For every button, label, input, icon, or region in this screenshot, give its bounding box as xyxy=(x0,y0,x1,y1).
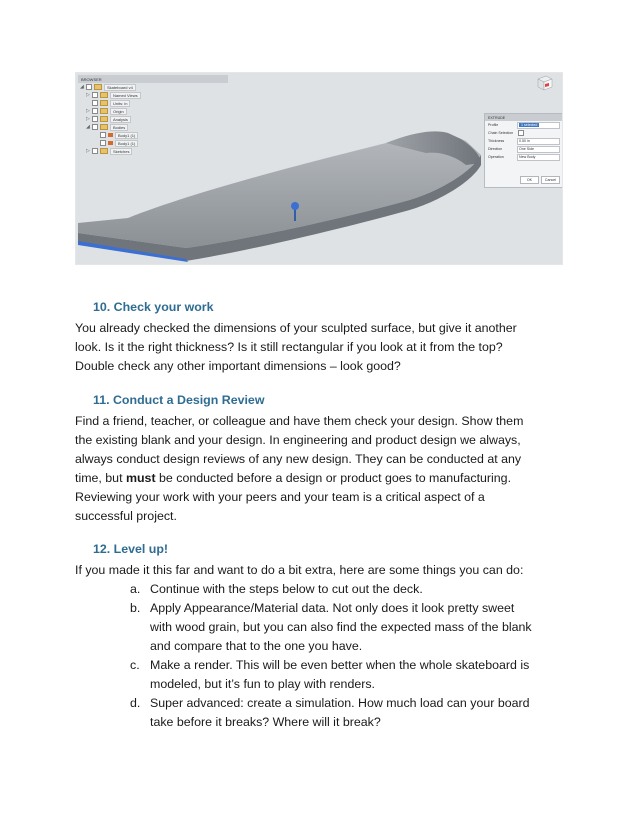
list-item-line: and compare that to the one you have. xyxy=(150,639,363,653)
field-label: Chain Selection xyxy=(488,131,514,135)
paragraph-line: always conduct design reviews of any new design. They can be conducted at any xyxy=(75,452,522,466)
field-value: One Side xyxy=(519,147,534,151)
operation-select[interactable] xyxy=(517,154,560,161)
list-item-line: Continue with the steps below to cut out the deck. xyxy=(150,582,423,596)
paragraph-line: Double check any other important dimensions – look good? xyxy=(75,359,401,373)
paragraph-line: Reviewing your work with your peers and your team is a critical aspect of a xyxy=(75,490,485,504)
extrude-dialog xyxy=(484,113,563,188)
profile-field[interactable] xyxy=(517,122,560,129)
list-item-line: Apply Appearance/Material data. Not only does it look pretty sweet xyxy=(150,601,515,615)
browser-item[interactable]: Analysis xyxy=(110,116,131,123)
field-value: 1 selected xyxy=(521,123,538,127)
browser-item[interactable]: Origin xyxy=(110,108,127,115)
heading-check-your-work: 10. Check your work xyxy=(93,300,214,314)
browser-item[interactable]: Named Views xyxy=(110,92,141,99)
paragraph-line: Find a friend, teacher, or colleague and have them check your design. Show them xyxy=(75,414,524,428)
chain-selection-checkbox[interactable] xyxy=(518,130,524,136)
paragraph-line: If you made it this far and want to do a bit extra, here are some things you can do: xyxy=(75,563,524,577)
text-run: be conducted before a design or product goes to manufacturing. xyxy=(155,471,512,485)
browser-item[interactable]: Bodies xyxy=(110,124,128,131)
paragraph-line: the existing blank and your design. In engineering and product design we always, xyxy=(75,433,521,447)
list-marker: b. xyxy=(130,601,141,615)
list-item-line: Make a render. This will be even better when the whole skateboard is xyxy=(150,658,530,672)
paragraph-line xyxy=(75,469,565,488)
field-value: New Body xyxy=(519,155,536,159)
list-item-line: Super advanced: create a simulation. How much load can your board xyxy=(150,696,530,710)
field-label: Operation xyxy=(488,155,504,159)
extrude-title: EXTRUDE xyxy=(488,115,506,120)
thickness-input[interactable] xyxy=(517,138,560,145)
list-marker: a. xyxy=(130,582,141,596)
heading-design-review: 11. Conduct a Design Review xyxy=(93,393,265,407)
field-label: Direction xyxy=(488,147,503,151)
browser-item[interactable]: Sketches xyxy=(110,148,132,155)
direction-select[interactable] xyxy=(517,146,560,153)
browser-item[interactable]: Body1 (1) xyxy=(115,132,138,139)
list-item-line: modeled, but it’s fun to play with renders. xyxy=(150,677,375,691)
paragraph-line: look. Is it the right thickness? Is it still rectangular if you look at it from the top? xyxy=(75,340,503,354)
list-item-line: with wood grain, but you can also find the expected mass of the blank xyxy=(150,620,532,634)
cad-screenshot xyxy=(75,72,563,265)
browser-item[interactable]: Skateboard v4 xyxy=(104,84,136,91)
list-item-line: take before it breaks? Where will it break? xyxy=(150,715,381,729)
ok-button[interactable]: OK xyxy=(520,176,539,184)
browser-title: BROWSER xyxy=(81,76,102,82)
field-label: Thickness xyxy=(488,139,505,143)
paragraph-line: You already checked the dimensions of your sculpted surface, but give it another xyxy=(75,321,517,335)
field-label: Profile xyxy=(488,123,499,127)
field-value: 0.50 in xyxy=(519,139,530,143)
cancel-button[interactable]: Cancel xyxy=(541,176,560,184)
emphasis-must: must xyxy=(125,471,156,485)
heading-level-up: 12. Level up! xyxy=(93,542,169,556)
view-cube-icon[interactable] xyxy=(534,75,554,91)
browser-item[interactable]: Units: in xyxy=(110,100,130,107)
list-marker: d. xyxy=(130,696,141,710)
text-run: time, but xyxy=(75,471,126,485)
browser-item[interactable]: Body1 (1) xyxy=(115,140,138,147)
list-marker: c. xyxy=(130,658,140,672)
browser-panel: BROWSER ◢ Skateboard v4 ▷ Named Views Units: in ▷ Origin ▷ Analysis ◢ Bodies Body1 (1) Body1 (1) ▷ Sketches xyxy=(78,75,228,155)
paragraph-line: successful project. xyxy=(75,509,177,523)
